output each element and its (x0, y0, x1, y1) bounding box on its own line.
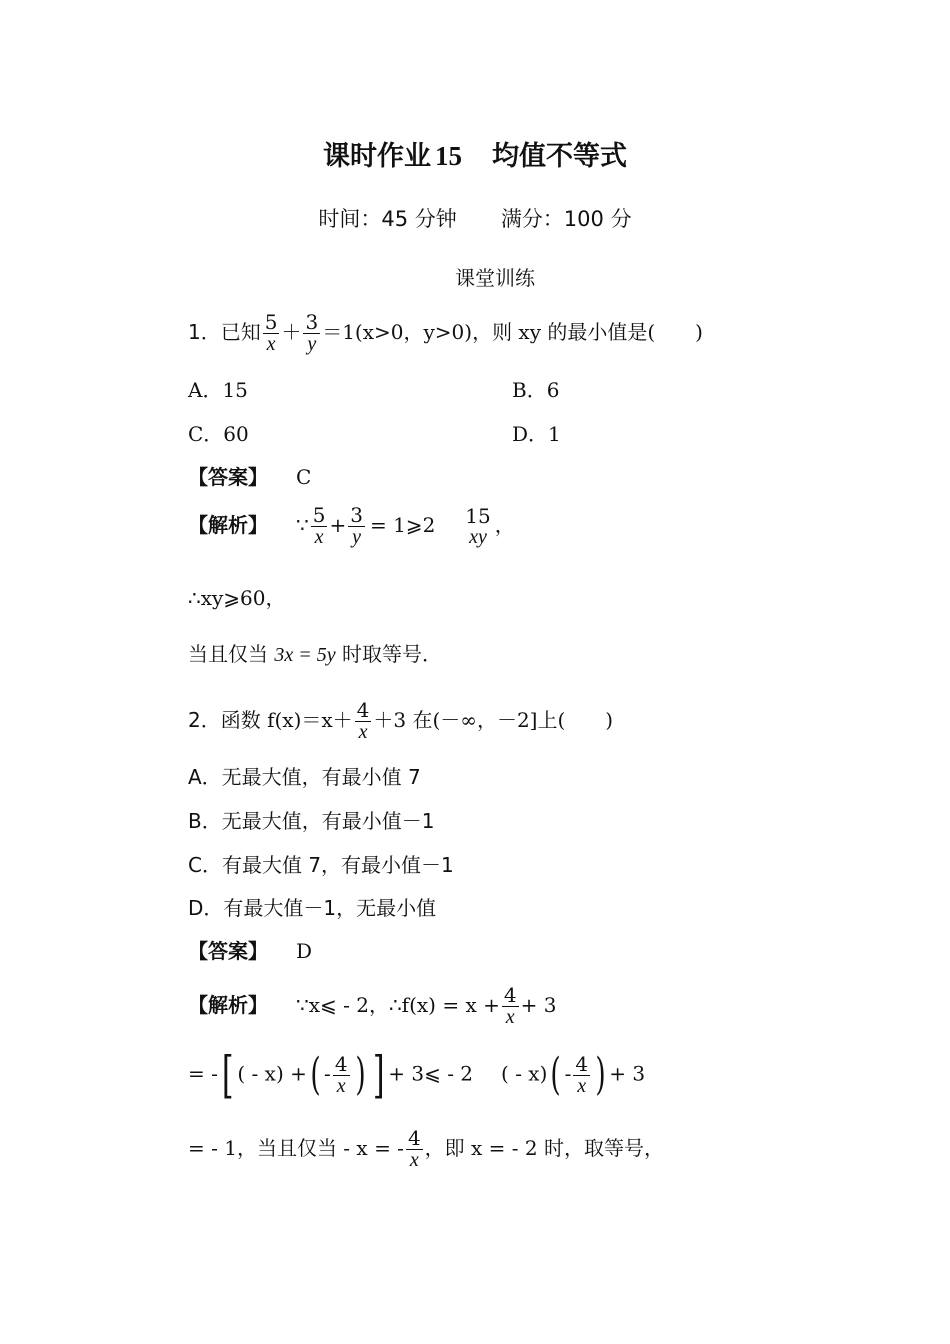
q2-option-a: A．无最大值，有最小值 7 (188, 765, 421, 789)
fraction-4-over-x: $\frac{4}{x}$ (407, 1126, 421, 1171)
time-score-line (0, 203, 950, 233)
fraction-4-over-x: $\frac{4}{x}$ (356, 698, 370, 743)
fraction-5-over-x: $\frac{5}{x}$ (264, 310, 278, 355)
time-limit: 时间：45 分钟 (318, 207, 457, 231)
q1-analysis-line-1: 【解析】 ∵ $\frac{5}{x}$ + $\frac{3}{y}$ = 1⩾2 15 xy ， (188, 503, 515, 548)
full-score: 满分：100 分 (500, 207, 632, 231)
q2-answer (188, 935, 312, 964)
q2-analysis-line-2: = -[ ( - x) +( - $\frac{4}{x}$ ) ] + 3⩽ - 2 ( - x)( - $\frac{4}{x}$ ) + 3 (188, 1046, 646, 1104)
section-heading: 课堂训练 (455, 266, 535, 290)
analysis-tag: 【解析】 (188, 993, 268, 1017)
question-2: 2．函数 f(x)＝x＋ $\frac{4}{x}$ ＋3 在(－∞，－2]上( ) (188, 698, 614, 743)
analysis-tag: 【解析】 (188, 513, 268, 537)
fraction-5-over-x: $\frac{5}{x}$ (312, 503, 326, 548)
right-bracket: ] (372, 1046, 385, 1104)
q1-option-b: B．6 (512, 378, 560, 402)
q1-analysis-line-2: ∴xy⩾60， (188, 586, 286, 610)
fraction-3-over-y: $\frac{3}{y}$ (350, 503, 363, 548)
fraction-3-over-y: $\frac{3}{y}$ (305, 310, 319, 355)
q1-option-a: A．15 (188, 378, 248, 402)
question-1: 1．已知 $\frac{5}{x}$ ＋ $\frac{3}{y}$ ＝1(x>0，y>0)，则 xy 的最小值是( ) (188, 310, 703, 355)
q1-answer (188, 461, 311, 490)
q2-option-d: D．有最大值－1，无最小值 (188, 896, 437, 920)
fraction-4-over-x: $\frac{4}{x}$ (334, 1051, 348, 1097)
q1-option-d: D．1 (512, 422, 561, 446)
answer-value: D (296, 939, 313, 963)
q1-option-c: C．60 (188, 422, 249, 446)
q2-option-b: B．无最大值，有最小值－1 (188, 809, 435, 833)
q2-option-c: C．有最大值 7，有最小值－1 (188, 853, 454, 877)
answer-tag: 【答案】 (188, 465, 268, 489)
q2-analysis-line-3: = - 1，当且仅当 - x = - $\frac{4}{x}$ ，即 x = - 2 时，取等号， (188, 1126, 664, 1171)
answer-tag: 【答案】 (188, 939, 268, 963)
q1-analysis-line-3: 当且仅当 3x = 5y 时取等号． (188, 642, 442, 666)
title-number: 15 (435, 141, 462, 171)
fraction-4-over-x: $\frac{4}{x}$ (503, 983, 517, 1028)
fraction-4-over-x: $\frac{4}{x}$ (575, 1051, 589, 1097)
page-title: 课时作业 15 均值不等式 (323, 141, 627, 172)
q2-analysis-line-1: 【解析】 ∵x⩽ - 2，∴f(x) = x + $\frac{4}{x}$ + 3 (188, 983, 557, 1028)
left-bracket: [ (221, 1046, 234, 1104)
root-15-over-xy: 15 xy (465, 503, 491, 548)
answer-value: C (296, 465, 312, 489)
